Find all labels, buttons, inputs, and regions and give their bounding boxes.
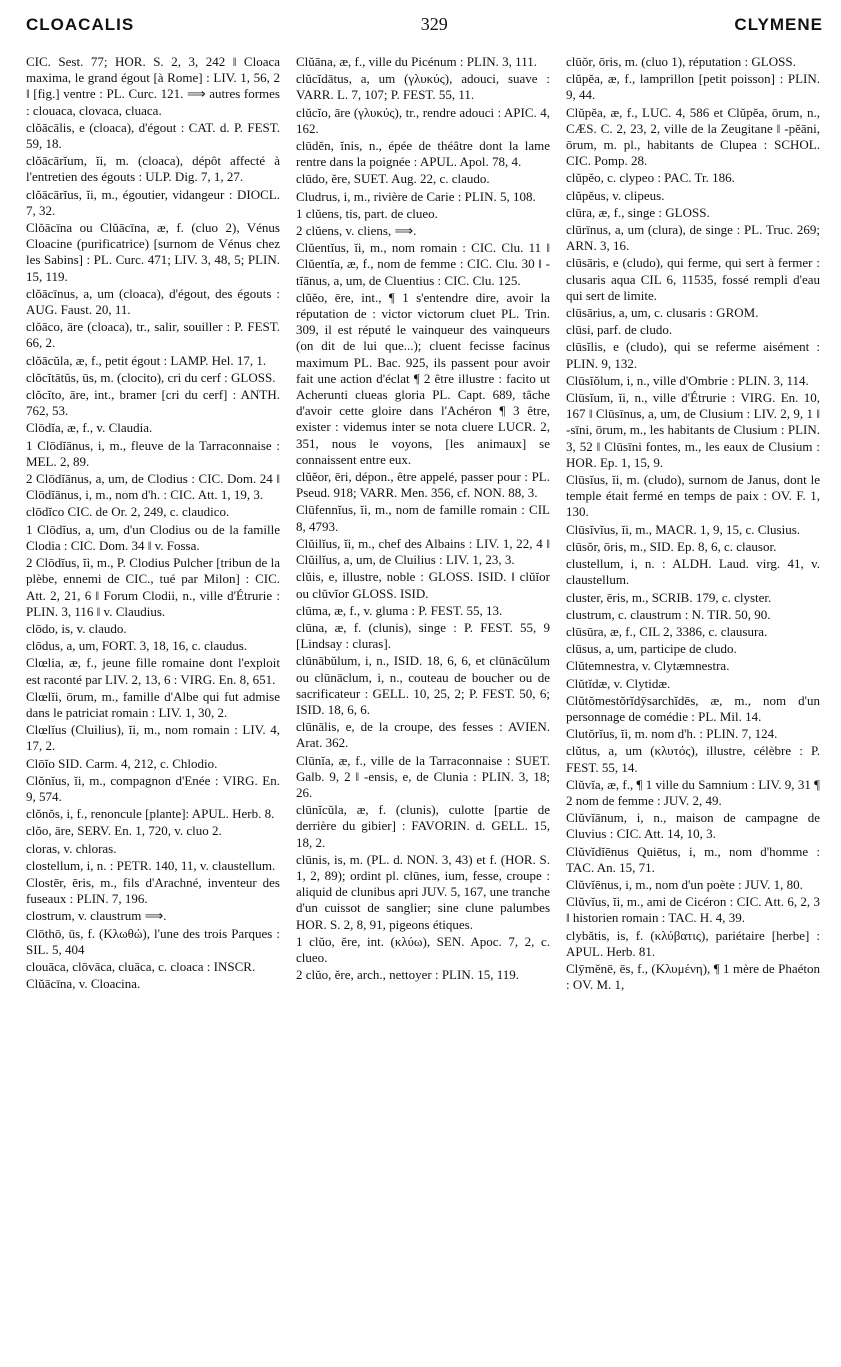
dictionary-entry: clūnālis, e, de la croupe, des fesses : AVIEN. Arat. 362. [296,719,550,751]
dictionary-entry: clōdo, is, v. claudo. [26,620,127,636]
dictionary-entry: clŭpĕus, v. clipeus. [566,187,665,203]
dictionary-entry: clustellum, i, n. : ALDH. Laud. virg. 41, v. claustellum. [566,556,820,588]
dictionary-entry: cluster, ēris, m., SCRIB. 179, c. clyster. [566,589,772,605]
dictionary-entry: Clūnĭa, æ, f., ville de la Tarraconnaise : SUET. Galb. 9, 2 ‖ -ensis, e, de Clunia : PLIN. 3, 18; 26. [296,752,550,800]
dictionary-entry: clŭĕo, ēre, int., ¶ 1 s'entendre dire, avoir la réputation de : victor victorum cluet PL. Trin. 309, il est réputé le vainqueur des vainqueurs (on dit de lui que...); cluent fecisse facinus maximum PL. Bac. 925, ils passent pour avoir fait une action d'éclat ¶ 2 être illustre : facito ut Acherunti clueas gloria PL. Capt. 689, tâche d'avoir cette gloire dans l'Achéron ¶ 3 être, exister : videmus inter se nota cluere LUCR. 2, 351, nous le voyons, [les animaux] se connaissent entre eux. [296,289,550,467]
dictionary-entry: Clŭvĭdĭēnus Quiētus, i, m., nom d'homme : TAC. An. 15, 71. [566,843,820,875]
dictionary-entry: clŏācārĭum, ĭi, m. (cloaca), dépôt affecté à l'entretien des égouts : ULP. Dig. 7, 1, 27. [26,153,280,185]
dictionary-entry: Clŭāna, æ, f., ville du Picénum : PLIN. 3, 111. [296,54,537,69]
dictionary-entry: clōdus, a, um, FORT. 3, 18, 16, c. claudus. [26,638,248,654]
running-head-right: CLYMENE [734,15,823,34]
dictionary-entry: Clŭvĭānum, i, n., maison de campagne de Cluvius : CIC. Att. 14, 10, 3. [566,810,820,842]
dictionary-entry: clūdo, ĕre, SUET. Aug. 22, c. claudo. [296,171,490,187]
dictionary-entry: CIC. Sest. 77; HOR. S. 2, 3, 242 ‖ Cloaca maxima, le grand égout [à Rome] : LIV. 1, 56, 2 ‖ [fig.] ventre : PL. Curc. 121. ⟹ autres formes : clouaca, clovaca, cluaca. [26,54,280,118]
dictionary-entry: clŏcĭto, āre, int., bramer [cri du cerf] : ANTH. 762, 53. [26,387,280,419]
dictionary-entry: 2 Clōdĭus, ĭi, m., P. Clodius Pulcher [tribun de la plèbe, ennemi de CIC., tué par Milon] : CIC. Att. 2, 21, 6 ‖ Forum Clodii, n., ville d'Étrurie : PLIN. 3, 116 ‖ v. Claudius. [26,555,280,619]
dictionary-entry: Clōĭo SID. Carm. 4, 212, c. Chlodio. [26,755,218,771]
dictionary-entry: clostrum, v. claustrum ⟹. [26,908,167,924]
dictionary-entry: clŏāco, āre (cloaca), tr., salir, souiller : P. FEST. 66, 2. [26,319,280,351]
dictionary-entry: Cludrus, i, m., rivière de Carie : PLIN. 5, 108. [296,188,536,204]
dictionary-entry: clŭcĭdātus, a, um (γλυκύς), adouci, suave : VARR. L. 7, 107; P. FEST. 55, 11. [296,71,550,103]
dictionary-entry: clūsŏr, ōris, m., SID. Ep. 8, 6, c. clausor. [566,538,777,554]
dictionary-entry: clōdĭco CIC. de Or. 2, 249, c. claudico. [26,504,230,520]
dictionary-entry: clūsĭlis, e (cludo), qui se referme aisément : PLIN. 9, 132. [566,339,820,371]
dictionary-entry: clūma, æ, f., v. gluma : P. FEST. 55, 13. [296,602,503,618]
dictionary-entry: clŏācārĭus, ĭi, m., égoutier, vidangeur : DIOCL. 7, 32. [26,186,280,218]
dictionary-entry: Clœlĭus (Cluilius), ĭi, m., nom romain : LIV. 4, 17, 2. [26,722,280,754]
dictionary-entry: clŭtus, a, um (κλυτός), illustre, célèbre : P. FEST. 55, 14. [566,743,820,775]
dictionary-entry: Clŭācīna, v. Cloacina. [26,976,141,992]
page-header [26,14,823,54]
dictionary-entry: Clœlĭi, ōrum, m., famille d'Albe qui fut admise dans le patriciat romain : LIV. 1, 30, 2. [26,688,280,720]
dictionary-entry: Clūsĭus, ĭi, m. (cludo), surnom de Janus, dont le temple était fermé en temps de paix : OV. F. 1, 130. [566,472,820,520]
dictionary-entry: Clūfennĭus, ĭi, m., nom de famille romain : CIL 8, 4793. [296,502,550,534]
dictionary-entry: Clŭvĭēnus, i, m., nom d'un poète : JUV. 1, 80. [566,876,803,892]
dictionary-entry: clūnābŭlum, i, n., ISID. 18, 6, 6, et clūnācŭlum ou clūnāclum, i, n., couteau de boucher ou de sacrificateur : GELL. 10, 25, 2; P. FEST. 50, 6; ISID. 18, 6, 6. [296,653,550,717]
page-number: 329 [420,14,448,34]
dictionary-entry: 1 Clōdĭus, a, um, d'un Clodius ou de la famille Clodia : CIC. Dom. 34 ‖ v. Fossa. [26,521,280,553]
dictionary-entry: Clŭentĭus, ĭi, m., nom romain : CIC. Clu. 11 ‖ Clŭentĭa, æ, f., nom de femme : CIC. Clu. 30 ‖ -tĭānus, a, um, de Cluentius : CIC. Clu. 125. [296,240,550,288]
dictionary-entry: clŭcĭo, āre (γλυκύς), tr., rendre adouci : APIC. 4, 162. [296,104,550,136]
running-head-left: CLOACALIS [26,15,135,34]
dictionary-entry: clybătis, is, f. (κλύβατις), pariétaire [herbe] : APUL. Herb. 81. [566,927,820,959]
dictionary-entry: Clŭvĭus, ĭi, m., ami de Cicéron : CIC. Att. 6, 2, 3 ‖ historien romain : TAC. H. 4, 39. [566,894,820,926]
dictionary-entry: clŭpĕo, c. clypeo : PAC. Tr. 186. [566,170,735,186]
dictionary-entry: clŏācīnus, a, um (cloaca), d'égout, des égouts : AUG. Faust. 20, 11. [26,285,280,318]
dictionary-entry: Clœlia, æ, f., jeune fille romaine dont l'exploit est raconté par LIV. 2, 13, 6 : VIRG. En. 8, 651. [26,655,280,687]
dictionary-entry: clūra, æ, f., singe : GLOSS. [566,204,710,220]
dictionary-entry: clūŏr, ōris, m. (cluo 1), réputation : GLOSS. [566,54,796,69]
dictionary-entry: Clōdĭa, æ, f., v. Claudia. [26,420,153,436]
dictionary-entry: clŭpĕa, æ, f., lamprillon [petit poisson] : PLIN. 9, 44. [566,71,820,103]
dictionary-entry: clustrum, c. claustrum : N. TIR. 50, 90. [566,606,771,622]
dictionary-entry: Clōthō, ūs, f. (Κλωθώ), l'une des trois Parques : SIL. 5, 404 [26,925,280,957]
column-middle [296,54,550,994]
dictionary-entry: clūsūra, æ, f., CIL 2, 3386, c. clausura. [566,623,768,639]
dictionary-entry: clūsus, a, um, participe de cludo. [566,641,737,657]
dictionary-entry: clūdĕn, ĭnis, n., épée de théâtre dont la lame rentre dans la poignée : APUL. Apol. 78, 4. [296,138,550,170]
dictionary-entry: clūna, æ, f. (clunis), singe : P. FEST. 55, 9 [Lindsay : cluras]. [296,619,550,652]
dictionary-entry: Clŭilĭus, ĭi, m., chef des Albains : LIV. 1, 22, 4 ‖ Clŭilĭus, a, um, de Cluilius : LIV. 1, 23, 3. [296,535,550,568]
dictionary-entry: clouāca, clōvāca, cluāca, c. cloaca : INSCR. [26,958,256,974]
dictionary-entry: clūsāris, e (cludo), qui ferme, qui sert à fermer : clusaris aqua CIL 6, 11535, fossé rempli d'eau qui sert de limite. [566,255,820,303]
dictionary-entry: clŏo, āre, SERV. En. 1, 720, v. cluo 2. [26,823,222,839]
dictionary-entry: Clŭpĕa, æ, f., LUC. 4, 586 et Clŭpĕa, ōrum, n., CÆS. C. 2, 23, 2, ville de la Zeugitane ‖ -pĕāni, ōrum, m. pl., habitants de Clupea : SCHOL. CIC. Pomp. 28. [566,104,820,169]
dictionary-entry: clŏnŏs, i, f., renoncule [plante]: APUL. Herb. 8. [26,806,275,822]
dictionary-entry: cloras, v. chloras. [26,840,117,856]
dictionary-entry: clŭĕor, ēri, dépon., être appelé, passer pour : PL. Pseud. 918; VARR. Men. 356, cf. NON. 88, 3. [296,469,550,501]
dictionary-entry: Clŭtĭdæ, v. Clytidæ. [566,675,671,691]
dictionary-entry: Clostēr, ēris, m., fils d'Arachné, inventeur des fuseaux : PLIN. 7, 196. [26,874,280,907]
dictionary-entry: clŭis, e, illustre, noble : GLOSS. ISID. ‖ clŭĭor ou clŭvĭor GLOSS. ISID. [296,569,550,601]
dictionary-entry: 2 clŭens, v. cliens, ⟹. [296,223,417,239]
dictionary-entry: Clutŏrĭus, ĭi, m. nom d'h. : PLIN. 7, 124. [566,726,778,742]
dictionary-entry: Clŏnĭus, ĭi, m., compagnon d'Enée : VIRG. En. 9, 574. [26,772,280,804]
text-columns [26,54,823,994]
dictionary-entry: clūsārius, a, um, c. clusaris : GROM. [566,305,759,321]
dictionary-entry: clŏcĭtātŭs, ūs, m. (clocito), cri du cerf : GLOSS. [26,369,276,385]
dictionary-entry: Clūsĭvĭus, ĭi, m., MACR. 1, 9, 15, c. Clusius. [566,521,801,537]
dictionary-entry: Clŭvĭa, æ, f., ¶ 1 ville du Samnium : LIV. 9, 31 ¶ 2 nom de femme : JUV. 2, 49. [566,776,820,808]
dictionary-entry: clūsi, parf. de cludo. [566,322,673,338]
dictionary-entry: clūnis, is, m. (PL. d. NON. 3, 43) et f. (HOR. S. 1, 2, 89); ordint pl. clūnes, ium, fesse, croupe : aliquid de clunibus apri JUV. 5, 167, une tranche d'un cuissot de sanglier; sine clune palumbes HOR. S. 2, 8, 91, pigeons étiques. [296,851,550,932]
dictionary-entry: 1 clŭo, ĕre, int. (κλύω), SEN. Apoc. 7, 2, c. clueo. [296,933,550,965]
dictionary-entry: Clŏācīna ou Clŭācīna, æ, f. (cluo 2), Vénus Cloacine (purificatrice) [surnom de Vénus chez les Sabins] : PL. Curc. 471; LIV. 3, 48, 5; PLIN. 15, 119. [26,220,280,284]
dictionary-entry: clūnĭcŭla, æ, f. (clunis), culotte [partie de derrière du gibier] : FAVORIN. d. GELL. 15, 18, 2. [296,802,550,850]
dictionary-entry: Clŭtŏmestŏrĭdȳsarchĭdēs, æ, m., nom d'un personnage de comédie : PL. Mil. 14. [566,692,820,724]
dictionary-entry: clostellum, i, n. : PETR. 140, 11, v. claustellum. [26,857,276,873]
dictionary-entry: 1 Clōdĭānus, i, m., fleuve de la Tarraconnaise : MEL. 2, 89. [26,437,280,469]
dictionary-entry: clŏācŭla, æ, f., petit égout : LAMP. Hel. 17, 1. [26,352,267,368]
column-left [26,54,280,994]
dictionary-entry: 2 clŭo, ĕre, arch., nettoyer : PLIN. 15, 119. [296,967,519,983]
dictionary-entry: Clȳmĕnē, ēs, f., (Κλυμένη), ¶ 1 mère de Phaéton : OV. M. 1, [566,960,820,993]
dictionary-entry: 2 Clōdĭānus, a, um, de Clodius : CIC. Dom. 24 ‖ Clōdĭānus, i, m., nom d'h. : CIC. Att. 1, 19, 3. [26,471,280,503]
dictionary-entry: clūrīnus, a, um (clura), de singe : PL. Truc. 269; ARN. 3, 16. [566,222,820,254]
dictionary-entry: clŏācālis, e (cloaca), d'égout : CAT. d. P. FEST. 59, 18. [26,119,280,152]
dictionary-entry: 1 clŭens, tis, part. de clueo. [296,205,438,221]
column-right [566,54,820,994]
dictionary-entry: Clūsĭŏlum, i, n., ville d'Ombrie : PLIN. 3, 114. [566,372,809,388]
dictionary-entry: Clŭtemnestra, v. Clytæmnestra. [566,658,730,674]
dictionary-entry: Clūsĭum, ĭi, n., ville d'Étrurie : VIRG. En. 10, 167 ‖ Clūsīnus, a, um, de Clusium : LIV. 2, 9, 1 ‖ -sīni, ōrum, m., les habitants de Clusium : PLIN. 3, 52 ‖ Clūsīni fontes, m., les eaux de Clusium : HOR. Ep. 1, 15, 9. [566,390,820,470]
